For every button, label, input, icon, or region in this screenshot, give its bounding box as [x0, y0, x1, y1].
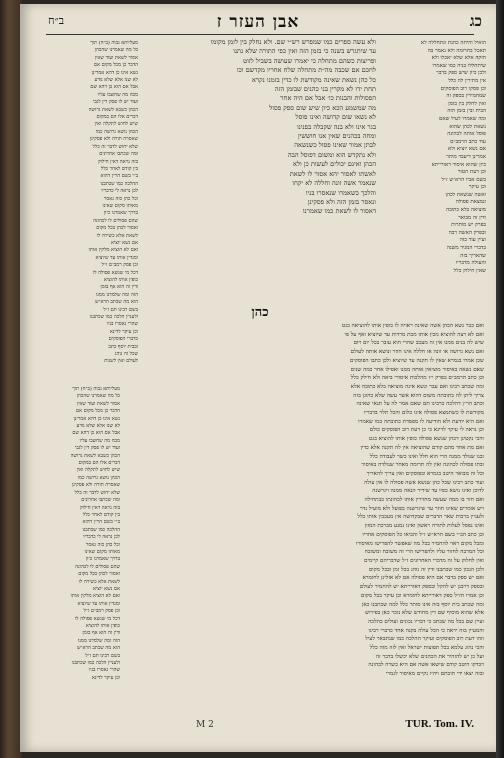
left-lower-line: דכל מי שנשא פסולה לו	[74, 615, 120, 622]
body-text-line: ואם היא יודעת ולא הודיעה לו מפסדת כתובתה כמו שאמרו	[358, 418, 484, 425]
left-commentary-line: לכן נראה לי כדבריו	[101, 188, 138, 195]
left-lower-line: אסור לשאת ועוד שאין	[76, 400, 120, 407]
left-commentary-line: כופין אותו להוציא	[103, 277, 138, 283]
body-text-line: ואם יש ספק בדבר אם היא פסולה אם לא אזלינן לחומרא	[362, 575, 484, 582]
left-lower-line: שהם פסולים לו לכהונה	[75, 563, 120, 570]
right-commentary-line: ומה שאמרו לעיל שאם	[438, 115, 486, 122]
right-commentary-line: והעולה מדבריו	[455, 260, 486, 267]
right-commentary-line: ובפרק האשה רבה	[448, 229, 486, 236]
left-lower-line: אם נשא יוציא	[93, 585, 120, 592]
left-commentary-line: ומה שכתבו אחרונים	[99, 151, 138, 158]
left-lower-line: כל מה שאמרנו שהכהן	[76, 393, 120, 400]
left-commentary-line: ודין זה הוא אף בזמן	[100, 284, 138, 291]
body-text-line: וכן כתב הב״י בשם הרא״ש ז״ל והביאו כל הפוסקים אחריו	[362, 531, 484, 538]
left-commentary-line: שאסרה תורה ולא פסקינן	[89, 136, 138, 143]
left-lower-line: מאותו מקום שאינו	[84, 548, 120, 555]
left-lower-line: מכה מה שחשבו עליו	[79, 437, 120, 444]
right-commentary-line: שאין חילוק כלל	[453, 267, 486, 274]
main-text-line: ומחה בכהנים שאין אנו חוששין	[297, 132, 376, 141]
left-commentary-line: ועוד יש לו פסק דין לגבי	[92, 99, 138, 106]
left-lower-line: ועוד יש לו פסק דין לגבי	[74, 445, 120, 452]
left-lower-line: נשא אינו כן דהא אמרינן	[73, 415, 120, 422]
main-text-line: ופריצות כשהם מתחלה כי יאמרו שעושה בשביל לזוט	[243, 56, 376, 65]
body-text-line: לדוכן ואינו נושא כפיו עד שידיר הנאה ממנה ויגרשנה	[372, 488, 484, 495]
left-commentary-line: הכהן נושא גרושה כמו	[95, 128, 138, 135]
body-text-line: שכן אמרו בגמרא שאין לו תקנה עד שיוציא ולכן כתבו הפוסקים	[349, 357, 484, 364]
left-commentary-line: אסור לשאת ועוד שאין	[94, 54, 138, 61]
main-text-line: ונאסר בזמן הזה ולא פסקינן	[307, 197, 376, 206]
body-text-line: וזהו דעת רוב הפוסקים ועיקר ההלכה כמו שנתבאר לעיל	[365, 636, 484, 643]
right-commentary-line: בשם אביו הרא״ש ז״ל	[441, 176, 486, 183]
right-commentary-line: בדברי המגיד משנה	[446, 245, 486, 252]
right-commentary-line: אמרינן דיעבד מותר	[446, 153, 486, 160]
left-commentary-line: ואסור לכהן בכל מקום	[96, 225, 138, 232]
left-commentary-line: הכהן כשבא לשאת גרושה	[88, 106, 138, 113]
page-header	[20, 12, 496, 34]
main-text-line: כל כהן נשאת שאינה מקודשת לו כדין בזמנו נקרא	[251, 75, 376, 84]
left-commentary-line: נשא אינו כן דהא אמרינן	[91, 69, 138, 76]
right-commentary-line: וכן עיקר	[468, 184, 486, 191]
left-lower-line: לכן נראה לי כדבריו	[83, 534, 120, 541]
main-text-line: ולא נתקדש הוא ומשום דפוסל הבה	[287, 150, 376, 159]
right-commentary-line: וכן דעת הטור	[457, 169, 486, 176]
left-commentary-line: בשם רבינו תם ז״ל	[103, 306, 138, 313]
body-text-line: אלא שהוא מוסיף שם דין מחודש שלא נזכר כאן בפירוש	[365, 610, 484, 617]
left-commentary-line: וכן פסק רמב״ם ז״ל	[101, 262, 138, 269]
left-commentary-line: כל מה שאמרנו שהכהן	[94, 47, 138, 54]
left-commentary-line: הוא מה שכתב הרא״ש	[95, 299, 138, 306]
page-number: כג	[469, 12, 482, 30]
left-lower-line: וכן עיקר לדינא	[91, 674, 120, 681]
body-text-line: ומה שכתב בית יוסף בזה אינו סותר כלל למה שכתבנו כאן	[361, 601, 484, 608]
left-lower-line: לשאת אלא כשירה לו	[78, 578, 120, 585]
left-commentary-line: שיש לחוש לתקלה ואין	[94, 121, 138, 128]
body-text-line: ובתו פסולה לכהונה ואין לה תרומה מאחר שנולדה באיסור	[361, 462, 484, 469]
left-lower-commentary	[48, 386, 120, 726]
left-lower-line: אבל אם הוא כן דהא שם	[72, 430, 120, 437]
main-text-line: והלכך כשאמרו שנאסרו בניו	[305, 188, 376, 197]
right-commentary-line: מוציאה בלא כתובה	[446, 207, 486, 214]
left-commentary-line: ולעניין הלכה כמו שכתבנו	[89, 314, 138, 321]
right-commentary-line: אין מתירין לה כלל	[448, 77, 486, 84]
right-commentary-line: פוסל אותה לכהונה	[447, 131, 486, 138]
left-lower-line: ב״י בשם הר״ן דהוא	[82, 519, 120, 526]
left-lower-line: ודין זה הוא אף בזמן	[82, 630, 120, 637]
body-text-line: ועיין שם בכל מה שכתב כי דבריו נכונים ועולים כהלכה	[368, 618, 484, 625]
body-text-line: וכן נראה לי עיקר לדינא כי כן דעת רוב הפוסקים כולם	[369, 427, 484, 434]
right-commentary-line: עוד כתב הרמב״ם	[450, 138, 486, 145]
right-commentary-line: ולכן כיון שיש ספק בדבר	[436, 70, 486, 77]
body-text-line: וכל המרבה לחזור עליו ולהפרישו הרי זה משובח ומשובח	[364, 549, 484, 556]
main-heading: כהן	[251, 305, 269, 320]
right-commentary-line: הבית ובין בזמן הזה	[447, 108, 486, 115]
right-commentary-line: חזקה אלא שלא יאכלו ולא	[431, 55, 486, 62]
body-text-line: ועוד כתב רבינו שכל כהן שנשא אשה פסולה לו אין עולה	[364, 479, 484, 486]
left-commentary-line: ב״י בשם הר״ן דהוא	[100, 173, 138, 180]
body-text-line: ולעניין ברכות שאר הדברים שבקדושה אין מעכבין אותו כלל	[357, 514, 484, 521]
body-text-line: ובספק דרבנן יש להקל ובספק דאורייתא יש להחמיר לעולם	[359, 584, 484, 591]
left-lower-line: בין קודם לאחר כלל	[82, 511, 120, 518]
body-commentary	[124, 322, 484, 726]
body-text-line: ויבדקו היטב קודם שישאו אשה אם היא כשרה לכהונה	[368, 662, 484, 669]
body-text-line: והכי נקטינן דכהן שנשא פסולה כופין אותו להוציא בגט	[368, 436, 484, 443]
left-commentary-line: דברים אלו הם במקום	[96, 114, 138, 121]
left-lower-line: בשם רבינו תם ז״ל	[85, 652, 120, 659]
left-commentary-line: שהרי נאסרו בניו	[106, 321, 138, 328]
left-lower-line: שהרי נאסרו בניו	[88, 667, 120, 674]
main-text-line: שנאמר אשה זונה וחללה לא יקחו	[292, 179, 376, 188]
left-commentary-line: שכל זה נוהג	[114, 351, 138, 358]
left-commentary-line: אם נשא יוציא	[111, 239, 138, 246]
body-text-line: ואין לחלוק על זה מדברי האחרונים ז״ל שדבריהם קיימים	[364, 557, 484, 564]
left-lower-line: ומה שכתבו אחרונים	[81, 497, 120, 504]
main-text-line: לבתן אמור שאינו פסול כשנשאה	[294, 141, 376, 150]
left-lower-line: מעליותא גבוה (ב״ח) תוך	[72, 386, 120, 392]
left-commentary-line: לשאת אלא כשירה לו	[96, 232, 138, 239]
right-commentary-column	[380, 40, 486, 312]
body-text-line: וכל זה מבואר היטב בגמרא ובפוסקים ואין צריך להאריך	[366, 470, 484, 477]
main-text-line: דאסור לו לשאת כמו שאמרנו	[302, 207, 376, 216]
book-page	[20, 4, 496, 752]
left-commentary-line: וכן עיקר לדינא	[109, 328, 138, 335]
left-commentary-line: מעליותא גבוה (ב״ח) תוך	[90, 40, 138, 46]
main-text-line: הכהן ואינם יכולים לעשות כן ולא	[293, 160, 376, 169]
right-commentary-line: תאכל בתרומה ולא נאמר בה	[427, 47, 486, 54]
left-lower-line: הכהן נושא גרושה כמו	[77, 474, 120, 481]
left-commentary-line: מכה מה שחשבו עליו	[97, 91, 138, 98]
main-text-line: תחת ידו לא מקרין בני כהנים שבזמן הזה	[274, 85, 376, 94]
body-text-line: וכן אמרו חז״ל ספק דאורייתא לחומרא וכן עיקר בכל מקום	[360, 592, 484, 599]
left-commentary-line: ומנדין אותו עד שיוציא	[95, 254, 138, 261]
left-commentary-line: דכל מי שנשא פסולה לו	[92, 269, 138, 276]
body-text-line: שאם נשאה באיסור מוציאין אותה ממנו ואפילו אחר כמה שנים	[350, 366, 484, 373]
left-commentary-line: ואם לא הוציא מלקין אותו	[88, 247, 138, 254]
right-commentary-line: ועיין עוד בזה	[459, 237, 486, 244]
body-text-line: ואם חזר בו ממה שעשה מחזירין אותו לכהונתו כבתחילה	[364, 497, 484, 504]
body-text-line: ואינו נפסל לעלות לתורה ראשון ואינו נמנע מברכת המזון	[364, 523, 484, 530]
right-commentary-line: שמחמירין בספק זה	[446, 93, 486, 100]
left-commentary-line: בדרך שאמרנו כיון	[103, 210, 138, 217]
left-lower-line: ואם לא הוציא מלקין אותו	[70, 593, 120, 600]
left-commentary-line: הזה ומה שלמדנו ממנו	[95, 291, 138, 298]
body-text-line: והכי נהוג עלמא בכל תפוצות ישראל ואין לזוז מזה כלל	[369, 645, 484, 652]
body-text-line: והמעיין בזה יראה כי הכל עולה בקנה אחד כדברי רבינו	[368, 627, 484, 634]
left-commentary-line: בזה נראה דאין חילוק	[98, 158, 138, 165]
left-commentary-line: לא שנו אלא שלא נודע	[94, 77, 138, 84]
body-text-line: וכתב הר״ן דהלכה כרבינו תם שאם אמר לה על תנאי שאינה	[356, 401, 484, 408]
right-commentary-line: ונמצאת פסולה	[455, 199, 486, 206]
section-label: ב״ח	[48, 14, 64, 27]
left-lower-line: ואסור לכהן בכל מקום	[78, 571, 120, 578]
left-lower-line: בדרך שאמרנו כיון	[85, 556, 120, 563]
left-commentary-line: הדבר כן מכל מקום אם	[93, 62, 138, 69]
left-lower-line: הזה ומה שלמדנו ממנו	[77, 637, 120, 644]
right-commentary-line: ודין זה מבואר	[458, 214, 486, 221]
main-text-line: ולא עשה ספרים כמו שמפרש רש״י שם. ולא נחלק בין לזמן מקומו	[210, 38, 376, 46]
left-commentary-line: לעולם ואין לשנות	[104, 358, 138, 365]
left-lower-line: ומנדין אותו עד שיוציא	[77, 600, 120, 607]
left-commentary-line: וכל כהן כזה נאסר	[103, 195, 138, 202]
left-commentary-line: בין קודם לאחר כלל	[100, 165, 138, 172]
left-commentary-line: אבל אם הוא כן דהא שם	[90, 84, 138, 91]
left-lower-line: שלא יחוש לדבר זה כלל	[74, 489, 120, 496]
header-rule	[46, 34, 474, 35]
body-text-line: וכן כתב הרמב״ם בפרק י״ז מהלכות איסורי ביאה ולא חילק כלל	[350, 375, 484, 382]
body-text-line: מקודשת לו כשתמצא פסולה אינו כלום והכל תלוי בדבריו	[363, 410, 484, 417]
left-lower-line: וכל כהן כזה נאסר	[85, 541, 120, 548]
page-title: אבן העזר ז	[216, 12, 300, 32]
left-lower-line: דברים אלו הם במקום	[78, 460, 120, 467]
body-text-line: ובנו שנולד ממנה הרי הוא חלל ואינו כשר לעבודה כלל	[369, 453, 484, 460]
left-commentary-line: ובבית יוסף כתב	[108, 343, 138, 350]
body-text-line: ומה שכתב רבינו ואם עבר ונשא אינה מוציאה בלא כתובה אלא	[350, 383, 484, 390]
main-text-line: לאשתו לאסור יהא אסור לו לשאת	[289, 169, 376, 178]
right-commentary-line: כיון שהוא איסור דאורייתא	[431, 161, 486, 168]
body-text-line: שיש לה בנים ממנו אין זה מעכב שהרי הוא עובר בכל יום ויום	[353, 340, 484, 347]
left-commentary-line: מאותו מקום שאינו	[102, 202, 138, 209]
left-lower-line: ולעניין הלכה כמו שכתבנו	[71, 660, 120, 667]
left-lower-line: וכן פסק רמב״ם ז״ל	[83, 608, 120, 615]
main-text-line: לחכם אם שכבה מה״ת מתחלה שלח אחריו מקדשם וכו	[236, 66, 376, 75]
left-commentary-line: שלא יחוש לדבר זה כלל	[92, 143, 138, 150]
left-lower-line: כופין אותו להוציא	[85, 623, 120, 629]
body-text-line: ואם לא רצה להוציא מכין אותו מכת מרדות עד שיוציא ואף על פי	[344, 331, 484, 338]
left-commentary-line: ההלכה כמו שכתבנו	[100, 180, 138, 187]
right-commentary-line: אם נשא יוציא ולא	[448, 146, 486, 153]
book-spine	[0, 0, 22, 758]
body-text-line: ואם כבר נשא הכהן אשה שאינה ראויה לו כופין אותו להוציאה בגט	[341, 323, 484, 329]
right-commentary-line: שיתחללו בניה כמו שאמרו	[432, 62, 486, 69]
left-lower-line: הדבר כן מכל מקום אם	[75, 408, 120, 415]
main-text-line: לא נשאו שום קדושה ואינו פוסל	[295, 113, 376, 122]
right-commentary-line: ואשה שנשאת לכהן	[445, 191, 486, 198]
left-lower-line: שאסרה תורה ולא פסקינן	[71, 482, 120, 489]
main-text-line: מה שמשמע הכא כיון שיש שום ספק פסול	[269, 103, 376, 112]
page-edge	[496, 0, 504, 758]
right-commentary-line: ואין לחלק בין בזמן	[448, 100, 486, 107]
left-commentary-line: שהם פסולים לו לכהונה	[93, 217, 138, 224]
body-text-line: צריך ליתן לה כתובתה משום דהוא אשר עשה שלא כהוגן בזה	[353, 392, 484, 399]
body-text-line: ועל כן יש להזהיר את הכהנים שלא יכשלו בדבר זה	[375, 653, 484, 660]
left-lower-line: שיש לחוש לתקלה ואין	[76, 467, 120, 474]
right-commentary-line: וכן פסקו רוב הפוסקים	[440, 85, 486, 92]
right-commentary-line: שהאריך בזה	[460, 252, 486, 259]
main-text-line: הפסולות והבנות כו׳ אבל אם היה אחר	[280, 94, 376, 103]
left-lower-line: בזה נראה דאין חילוק	[80, 504, 120, 511]
main-text-line: עד שיתגרש בשנה כי בזמן הזה ואין כפי התורה שלא נתנו	[233, 47, 376, 56]
volume-signature: TUR. Tom. IV.	[405, 718, 474, 730]
body-text-line: ואם נשא גרושה או זונה או חללה אינו חוזר ונושא אותה לעולם	[350, 349, 484, 356]
left-commentary-line: כדברי הפוסקים	[108, 336, 138, 343]
left-lower-line: ההלכה כמו שכתבנו	[82, 526, 120, 533]
body-text-line: ואם מת אחד מהם קודם שהוציאה אין לה תקנה אלא כדין	[360, 444, 484, 451]
main-text-block	[144, 38, 376, 304]
left-lower-line: הוא מה שכתב הרא״ש	[77, 645, 120, 652]
body-text-line: ומכל מקום ראוי להחמיר בכל מה שאפשר להפרישו מאיסורו	[355, 540, 484, 547]
body-text-line: ובזה יצאו ידי חובתם ויהיו נקיים מאיסור לגמרי	[385, 671, 484, 678]
main-text-line: בגר אינו ולא בנה שקבלה בפנינו	[296, 122, 376, 131]
body-text-line: ולכן הנכון כמו שכתבנו ודין זה נוהג בכל זמן ובכל מקום	[368, 566, 484, 573]
right-commentary-line: בפרק יש מותרות	[451, 222, 486, 229]
body-text-line: ויש אומרים שאינו חוזר עד שיגרשנה בפועל ולא מועיל נדר	[359, 505, 484, 512]
print-signature-mark: M 2	[196, 720, 214, 730]
left-lower-line: לא שנו אלא שלא נודע	[76, 423, 120, 430]
left-lower-line: הכהן כשבא לשאת גרושה	[70, 452, 120, 459]
right-commentary-line: הואיל והיתה כהנת ונתחללה לא	[420, 40, 486, 46]
right-commentary-line: נשאת לכהן שהוא	[449, 123, 486, 130]
